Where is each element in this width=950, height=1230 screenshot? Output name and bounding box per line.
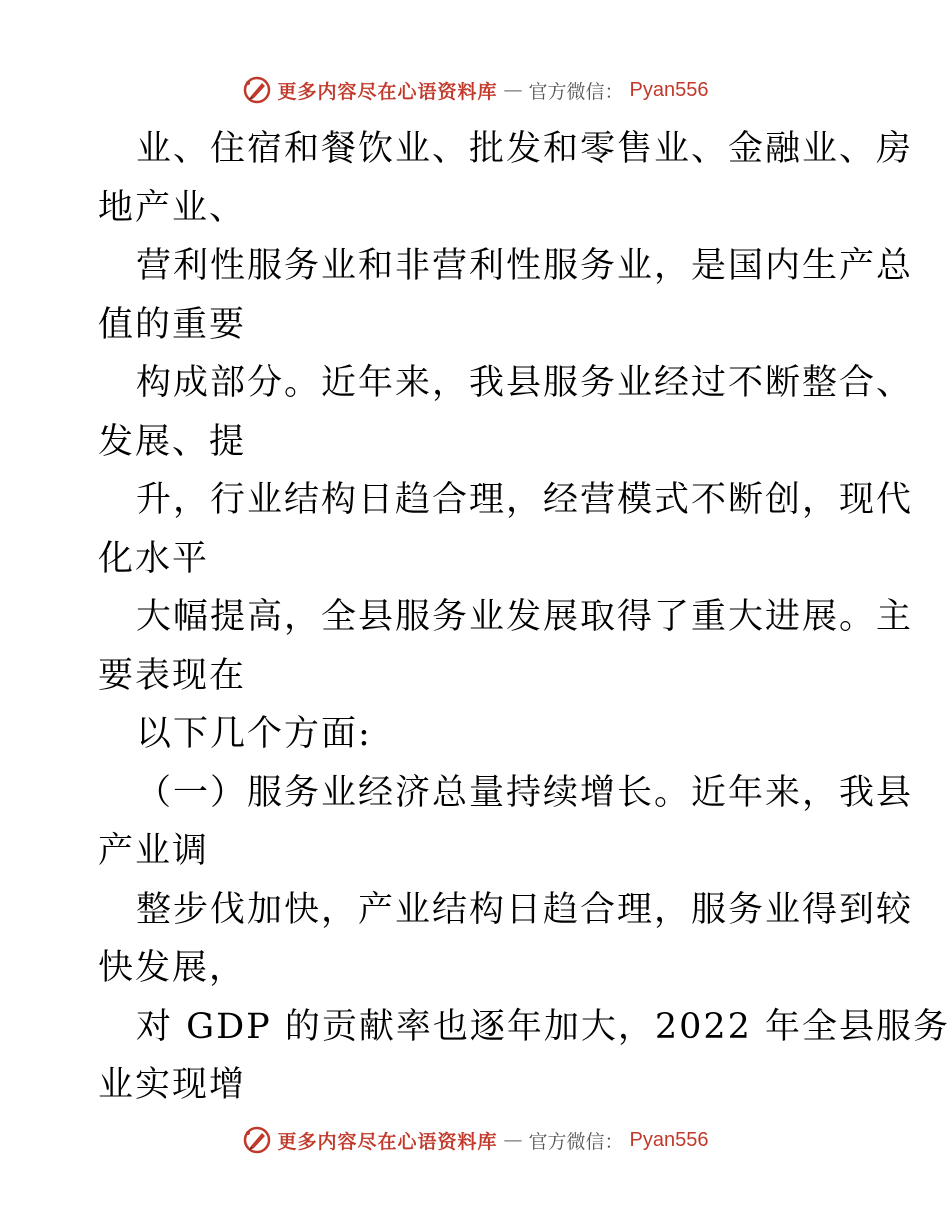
footer-watermark: [0, 1120, 950, 1160]
pen-logo-icon: [242, 1125, 272, 1155]
pen-logo-icon: [242, 75, 272, 105]
text-line: 发展、提: [98, 421, 247, 462]
text-line: 地产业、: [98, 187, 247, 228]
watermark-dash: —: [503, 79, 523, 101]
text-line: 构成部分。近年来，我县服务业经过不断整合、: [136, 363, 914, 403]
watermark-site-name: 更多内容尽在心语资料库: [277, 80, 498, 103]
text-line: 值的重要: [98, 304, 247, 345]
document-body: [98, 120, 950, 1115]
text-line: 以下几个方面:: [136, 714, 372, 754]
text-line: 大幅提高，全县服务业发展取得了重大进展。主: [136, 597, 914, 637]
text-line: 要表现在: [98, 655, 247, 696]
text-line: 业实现增: [98, 1065, 247, 1105]
text-line: 化水平: [98, 538, 210, 579]
text-line: 营利性服务业和非营利性服务业，是国内生产总: [136, 246, 914, 286]
text-line: 整步伐加快，产业结构日趋合理，服务业得到较: [136, 889, 914, 930]
watermark-dash: —: [503, 1129, 523, 1151]
text-line: 快发展，: [98, 948, 247, 988]
watermark-wechat-id: Pyan556: [629, 1128, 709, 1151]
text-line: 业、住宿和餐饮业、批发和零售业、金融业、房: [136, 129, 914, 169]
header-watermark: [0, 70, 950, 110]
text-line: 产业调: [98, 831, 210, 871]
text-line: 升，行业结构日趋合理，经营模式不断创，现代: [136, 480, 914, 520]
watermark-site-name: 更多内容尽在心语资料库: [277, 1130, 498, 1153]
text-line: （一）服务业经济总量持续增长。近年来，我县: [136, 772, 914, 813]
watermark-wechat-label: 官方微信：: [528, 1130, 624, 1153]
watermark-wechat-id: Pyan556: [629, 78, 709, 101]
text-line: 对 GDP 的贡献率也逐年加大，2022 年全县服务: [136, 1006, 950, 1047]
watermark-wechat-label: 官方微信：: [528, 80, 624, 103]
